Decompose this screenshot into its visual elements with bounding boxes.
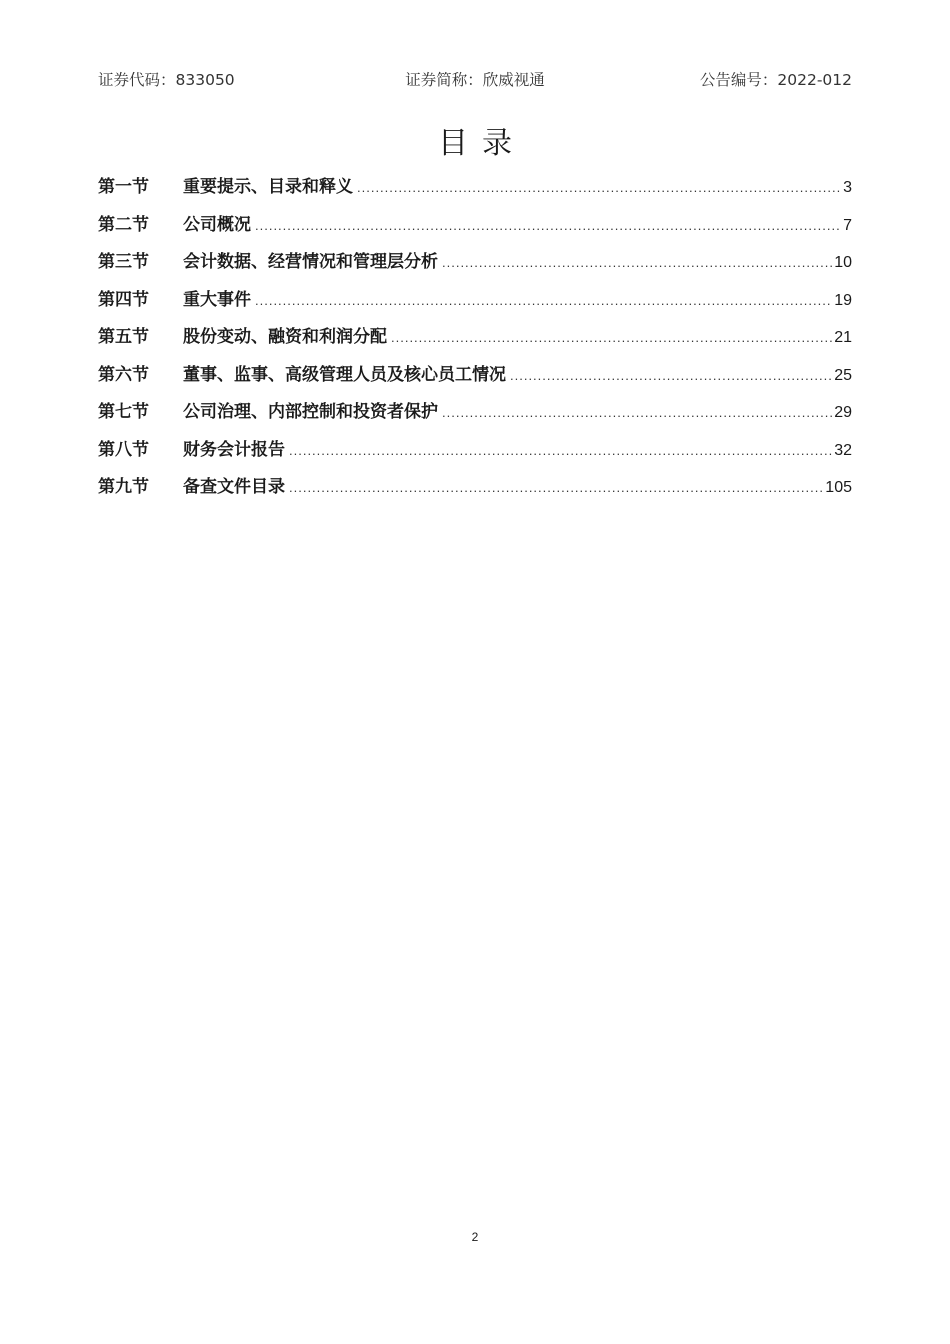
toc-entry[interactable] <box>98 435 852 473</box>
toc-entry[interactable] <box>98 285 852 323</box>
toc-section-number: 第九节 <box>98 477 149 497</box>
toc-section-title: 股份变动、融资和利润分配 <box>183 327 387 347</box>
toc-page-number: 19 <box>834 291 852 309</box>
toc-page-number: 21 <box>834 329 852 346</box>
toc-page-number: 29 <box>834 404 852 421</box>
toc-section-title: 财务会计报告 <box>183 439 285 460</box>
stock-code: 证券代码：833050 <box>98 71 235 89</box>
toc-entry[interactable] <box>98 210 852 248</box>
toc-section-number: 第一节 <box>98 177 149 197</box>
toc-section-number: 第八节 <box>98 439 149 460</box>
toc-section-title: 重要提示、目录和释义 <box>183 177 353 197</box>
toc-page-number: 10 <box>834 254 852 271</box>
toc-dot-leader <box>442 255 832 270</box>
toc-section-title: 重大事件 <box>183 289 251 310</box>
toc-section-title: 备查文件目录 <box>183 477 285 497</box>
toc-page-number: 32 <box>834 441 852 459</box>
toc-section-title: 会计数据、经营情况和管理层分析 <box>183 252 438 272</box>
page-footer-number: 2 <box>471 1230 479 1244</box>
table-of-contents <box>98 172 852 510</box>
toc-dot-leader <box>510 368 832 383</box>
toc-section-number: 第四节 <box>98 289 149 310</box>
toc-section-title: 公司概况 <box>183 214 251 235</box>
toc-section-number: 第三节 <box>98 252 149 272</box>
announcement-number: 公告编号：2022-012 <box>699 71 852 89</box>
toc-dot-leader <box>442 405 832 420</box>
toc-dot-leader <box>289 443 832 458</box>
toc-section-title: 董事、监事、高级管理人员及核心员工情况 <box>183 364 506 385</box>
toc-page-number: 7 <box>843 216 852 234</box>
toc-section-number: 第二节 <box>98 214 149 235</box>
toc-entry[interactable] <box>98 172 852 210</box>
toc-page-number: 105 <box>825 479 852 496</box>
toc-entry[interactable] <box>98 322 852 360</box>
toc-section-number: 第五节 <box>98 327 149 347</box>
toc-entry[interactable] <box>98 397 852 435</box>
toc-entry[interactable] <box>98 247 852 285</box>
page-header <box>98 68 852 92</box>
toc-dot-leader <box>255 218 841 233</box>
toc-page-number: 25 <box>834 366 852 384</box>
toc-entry[interactable] <box>98 472 852 510</box>
page-title: 目录 <box>438 126 526 161</box>
toc-page-number: 3 <box>843 179 852 196</box>
toc-section-number: 第六节 <box>98 364 149 385</box>
toc-dot-leader <box>357 180 841 195</box>
toc-dot-leader <box>255 293 832 308</box>
toc-entry[interactable] <box>98 360 852 398</box>
toc-section-title: 公司治理、内部控制和投资者保护 <box>183 402 438 422</box>
toc-section-number: 第七节 <box>98 402 149 422</box>
toc-dot-leader <box>289 480 823 495</box>
toc-dot-leader <box>391 330 832 345</box>
stock-short-name: 证券简称：欣威视通 <box>405 71 545 89</box>
